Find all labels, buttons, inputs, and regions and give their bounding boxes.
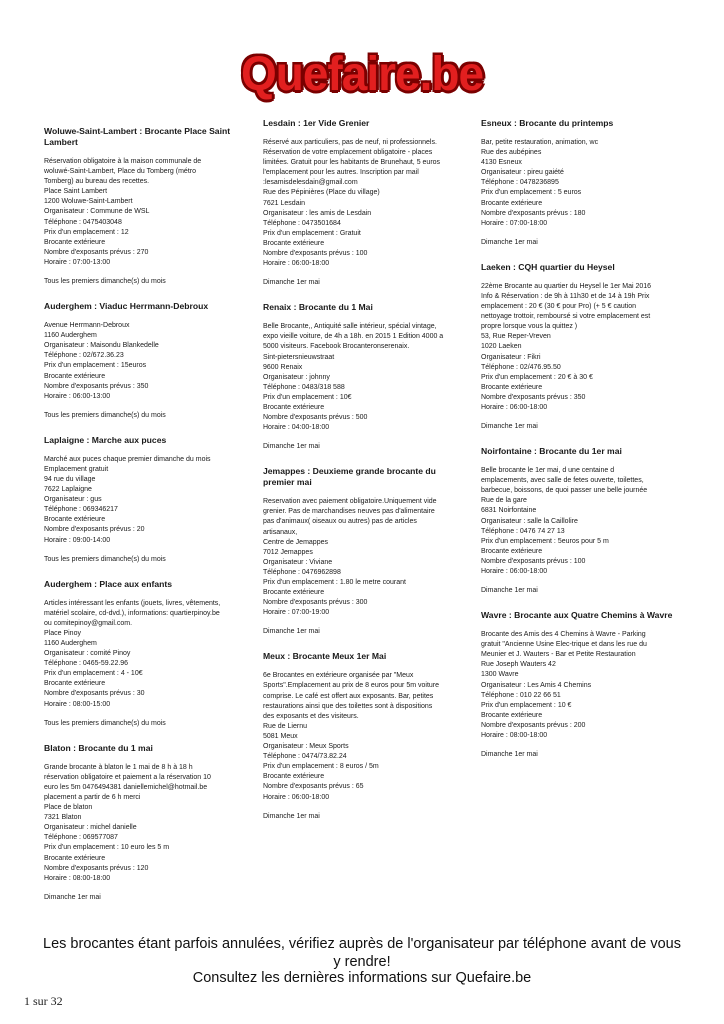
event-detail-line: Rue Joseph Wauters 42 [481, 661, 556, 669]
event-detail-line: Articles intéressant les enfants (jouets, livres, vêtements, [44, 599, 221, 607]
event-detail-line: artisanaux, [263, 528, 298, 536]
event-detail-line: Brocante des Amis des 4 Chemins à Wavre - Parking [481, 631, 646, 639]
event-detail-line: Nombre d'exposants prévus : 500 [263, 414, 368, 422]
event-detail-line: Bar, petite restauration, animation, wc [481, 139, 599, 146]
event-detail-line: Brocante extérieure [481, 547, 543, 555]
event-detail-line: Nombre d'exposants prévus : 350 [44, 382, 149, 390]
event-detail-line: gratuit "Ancienne Usine Elec-trique et dans les rue du [481, 641, 647, 649]
event-detail-line: 1300 Wavre [481, 671, 519, 679]
event-title: Woluwe-Saint-Lambert : Brocante Place Saint Lambert [44, 126, 231, 147]
event-detail-line: grenier. Pas de marchandises neuves pas d'alimentaire [263, 508, 435, 516]
event-detail-line: 5000 visiteurs. Facebook Brocanteronserenaix. [263, 343, 410, 351]
event-detail-line: Prix d'un emplacement : 10 € [481, 701, 572, 709]
event-detail-line: Nombre d'exposants prévus : 350 [481, 393, 586, 401]
event-detail-line: Sint-pietersnieuwstraat [263, 353, 335, 361]
event-date: Dimanche 1er mai [263, 628, 320, 636]
event-detail-line: Téléphone : 02/672.36.23 [44, 352, 124, 360]
event-detail-line: barbecue, boissons, de quoi passer une belle journée [481, 487, 648, 495]
event-detail-line: Horaire : 08:00-15:00 [44, 700, 111, 708]
event-detail-line: pas d'animaux( oiseaux ou autres) pas de articles [263, 518, 417, 526]
event-entry [44, 435, 242, 565]
event-details [44, 157, 242, 268]
event-detail-line: 22ème Brocante au quartier du Heysel le 1er Mai 2016 [481, 282, 652, 290]
event-detail-line: Organisateur : Maisondu Blankedelle [44, 342, 159, 350]
event-entry [44, 301, 242, 421]
event-detail-line: Rue de la gare [481, 497, 527, 505]
event-detail-line: Horaire : 07:00-18:00 [481, 219, 548, 227]
event-detail-line: placement a partir de 6 h merci [44, 793, 141, 801]
event-details [44, 599, 242, 710]
event-detail-line: Téléphone : 0465-59.22.96 [44, 660, 129, 668]
event-entry [263, 651, 461, 821]
event-detail-line: Téléphone : 0473501684 [263, 219, 341, 227]
event-detail-line: 7012 Jemappes [263, 548, 313, 556]
event-detail-line: Réservé aux particuliers, pas de neuf, ni professionnels. [263, 139, 437, 146]
event-detail-line: Avenue Herrmann-Debroux [44, 322, 130, 330]
event-details [44, 455, 242, 546]
event-detail-line: Nombre d'exposants prévus : 65 [263, 783, 364, 791]
event-detail-line: Horaire : 06:00-13:00 [44, 392, 111, 400]
event-detail-line: des exposants et des visiteurs. [263, 712, 359, 720]
event-details [481, 282, 679, 413]
event-detail-line: Prix d'un emplacement : 1.80 le metre courant [263, 579, 406, 586]
event-entry [44, 743, 242, 903]
event-detail-line: comprise. Le café est offert aux exposants. Bar, petites [263, 692, 434, 700]
event-detail-line: 53, Rue Reper-Vreven [481, 333, 551, 341]
event-detail-line: Organisateur : Les Amis 4 Chemins [481, 681, 592, 689]
event-detail-line: 6e Brocantes en extérieure organisée par "Meux [263, 672, 414, 680]
event-title: Laplaigne : Marche aux puces [44, 434, 167, 445]
event-detail-line: 1160 Auderghem [44, 332, 97, 340]
event-detail-line: Organisateur : Fikri [481, 353, 541, 361]
event-date: Dimanche 1er mai [481, 238, 538, 246]
event-detail-line: Téléphone : 0483/318 588 [263, 383, 345, 391]
event-entry [481, 446, 679, 596]
event-detail-line: Prix d'un emplacement : 5 euros [481, 189, 582, 197]
event-detail-line: Réservation de votre emplacement obligatoire - places [263, 149, 433, 157]
event-detail-line: limitées. Gratuit pour les habitants de Brunehaut, 5 euros [263, 159, 441, 167]
event-detail-line: Nombre d'exposants prévus : 100 [263, 250, 368, 258]
event-details [263, 497, 461, 618]
event-detail-line: Horaire : 06:00-18:00 [481, 568, 548, 575]
event-details [481, 138, 679, 229]
event-detail-line: 4130 Esneux [481, 159, 522, 167]
event-detail-line: Horaire : 06:00-18:00 [481, 403, 548, 411]
event-detail-line: 7622 Laplaigne [44, 486, 92, 494]
event-detail-line: expo vieille voiture, de 4h a 18h. en 2015 1 Edition 4000 a [263, 333, 444, 341]
event-detail-line: Horaire : 06:00-18:00 [263, 793, 330, 801]
event-details [44, 321, 242, 402]
event-date: Dimanche 1er mai [44, 893, 101, 901]
event-date: Tous les premiers dimanche(s) du mois [44, 555, 166, 563]
event-detail-line: Prix d'un emplacement : 8 euros / 5m [263, 763, 379, 771]
event-details [263, 322, 461, 433]
event-detail-line: Organisateur : gus [44, 496, 102, 504]
event-detail-line: euro les 5m 0476494381 daniellemichel@hotmail.be [44, 783, 208, 791]
event-detail-line: Emplacement gratuit [44, 465, 109, 473]
column-right [481, 118, 679, 774]
event-detail-line: Belle Brocante,, Antiquité salle intérieur, spécial vintage, [263, 323, 437, 331]
event-title: Noirfontaine : Brocante du 1er mai [481, 446, 622, 457]
event-detail-line: Organisateur : Meux Sports [263, 743, 349, 751]
event-title: Jemappes : Deuxieme grande brocante du premier mai [263, 466, 436, 488]
event-title: Esneux : Brocante du printemps [481, 118, 614, 128]
event-detail-line: Centre de Jemappes [263, 538, 328, 546]
footer-notice: Les brocantes étant parfois annulées, vérifiez auprès de l'organisateur par téléphone avant de vous y rendre! [43, 936, 681, 970]
event-detail-line: 9600 Renaix [263, 363, 303, 371]
event-date: Dimanche 1er mai [263, 443, 320, 451]
event-entry [481, 610, 679, 760]
event-detail-line: nettoyage trottoir, remboursé si votre emplacement est [481, 313, 651, 321]
quefaire-logo: Quefaire.be [240, 45, 484, 101]
event-detail-line: Sports".Emplacement au prix de 8 euros pour 5m voiture [263, 682, 440, 690]
event-date: Dimanche 1er mai [481, 751, 538, 759]
event-detail-line: Brocante extérieure [44, 238, 106, 246]
event-detail-line: Brocante extérieure [263, 773, 325, 781]
event-detail-line: Prix d'un emplacement : 10€ [263, 393, 352, 401]
event-detail-line: Organisateur : les amis de Lesdain [263, 209, 372, 217]
event-detail-line: Reservation avec paiement obligatoire.Uniquement vide [263, 498, 437, 506]
event-detail-line: Prix d'un emplacement : 15euros [44, 362, 147, 370]
event-detail-line: Brocante extérieure [481, 711, 543, 719]
event-date: Dimanche 1er mai [263, 812, 320, 820]
event-detail-line: Nombre d'exposants prévus : 30 [44, 690, 145, 698]
event-detail-line: Rue des Pépinières (Place du village) [263, 189, 380, 197]
event-detail-line: Horaire : 09:00-14:00 [44, 536, 111, 544]
event-detail-line: Horaire : 08:00-18:00 [481, 732, 548, 740]
event-detail-line: Nombre d'exposants prévus : 20 [44, 526, 145, 534]
event-entry [263, 302, 461, 452]
event-detail-line: Téléphone : 0476 74 27 13 [481, 527, 565, 535]
column-middle [263, 118, 461, 836]
event-detail-line: Brocante extérieure [44, 516, 106, 524]
event-entry [44, 126, 242, 287]
event-detail-line: emplacement : 20 € (30 € pour Pro) (+ 5 € caution [481, 303, 637, 311]
event-detail-line: Grande brocante à blaton le 1 mai de 8 h à 18 h [44, 763, 193, 771]
event-title: Auderghem : Place aux enfants [44, 578, 172, 589]
event-detail-line: Place de blaton [44, 804, 93, 812]
logo-area [0, 46, 724, 100]
event-entry [44, 579, 242, 729]
column-left [44, 126, 242, 917]
event-detail-line: Horaire : 08:00-18:00 [44, 874, 111, 882]
event-detail-line: Tomberg) au bureau des recettes. [44, 178, 150, 186]
event-detail-line: ou comitepinoy@gmail.com. [44, 619, 133, 627]
event-detail-line: Place Pinoy [44, 629, 81, 637]
event-detail-line: Nombre d'exposants prévus : 180 [481, 209, 586, 217]
event-details [481, 630, 679, 741]
event-details [263, 671, 461, 802]
event-detail-line: Nombre d'exposants prévus : 270 [44, 248, 149, 256]
event-detail-line: Brocante extérieure [263, 239, 325, 247]
event-detail-line: Meunier et J. Wauters - Bar et Petite Restauration [481, 651, 636, 659]
event-detail-line: Organisateur : Viviane [263, 558, 333, 566]
event-detail-line: Nombre d'exposants prévus : 200 [481, 721, 586, 729]
event-detail-line: Téléphone : 0475403048 [44, 218, 122, 226]
event-detail-line: :lesamisdelesdain@gmail.com [263, 179, 358, 187]
event-detail-line: Marché aux puces chaque premier dimanche du mois [44, 455, 211, 463]
event-title: Wavre : Brocante aux Quatre Chemins à Wavre [481, 610, 673, 621]
event-detail-line: propre lorsque vous la quittez ) [481, 323, 578, 331]
event-details [263, 138, 461, 269]
event-detail-line: Prix d'un emplacement : 10 euro les 5 m [44, 844, 170, 852]
event-detail-line: Brocante extérieure [481, 199, 543, 207]
event-detail-line: Téléphone : 010 22 66 51 [481, 691, 561, 699]
page-counter: 1 sur 32 [24, 994, 63, 1008]
event-date: Tous les premiers dimanche(s) du mois [44, 411, 166, 419]
event-title: Blaton : Brocante du 1 mai [44, 742, 153, 753]
event-detail-line: Téléphone : 0478236895 [481, 179, 559, 187]
event-detail-line: 5081 Meux [263, 732, 298, 740]
event-detail-line: Brocante extérieure [263, 403, 325, 411]
event-detail-line: l'emplacement pour les autres. Inscription par mail [263, 169, 419, 177]
event-detail-line: Belle brocante le 1er mai, d une centaine d [481, 467, 615, 475]
event-detail-line: Brocante extérieure [44, 372, 106, 380]
event-title: Meux : Brocante Meux 1er Mai [263, 651, 387, 662]
event-detail-line: Téléphone : 02/476.95.50 [481, 363, 561, 371]
event-detail-line: 94 rue du village [44, 475, 96, 483]
event-detail-line: 7621 Lesdain [263, 199, 306, 207]
event-detail-line: Prix d'un emplacement : Gratuit [263, 229, 361, 237]
event-entry [481, 118, 679, 248]
event-detail-line: Téléphone : 0474/73.82.24 [263, 753, 347, 761]
event-title: Auderghem : Viaduc Herrmann-Debroux [44, 301, 209, 312]
event-detail-line: Organisateur : michel danielle [44, 824, 137, 832]
event-entry [263, 118, 461, 288]
event-detail-line: Téléphone : 069346217 [44, 506, 118, 514]
event-detail-line: 1020 Laeken [481, 343, 522, 351]
event-detail-line: Horaire : 07:00-19:00 [263, 609, 330, 617]
event-detail-line: Brocante extérieure [481, 383, 543, 391]
event-detail-line: Prix d'un emplacement : 4 - 10€ [44, 670, 143, 678]
event-date: Dimanche 1er mai [263, 279, 320, 287]
event-detail-line: Organisateur : comité Pinoy [44, 650, 131, 658]
event-detail-line: Prix d'un emplacement : 5euros pour 5 m [481, 537, 609, 545]
event-detail-line: Horaire : 06:00-18:00 [263, 260, 330, 268]
event-detail-line: 6831 Noirfontaine [481, 507, 537, 515]
event-detail-line: Nombre d'exposants prévus : 100 [481, 557, 586, 565]
event-detail-line: woluwé-Saint-Lambert, Place du Tomberg (métro [44, 168, 196, 176]
event-date: Tous les premiers dimanche(s) du mois [44, 719, 166, 727]
event-detail-line: Nombre d'exposants prévus : 300 [263, 599, 368, 607]
event-detail-line: Info & Réservation : de 9h à 11h30 et de 14 à 19h Prix [481, 292, 650, 300]
event-details [481, 466, 679, 577]
event-entry [263, 466, 461, 637]
event-detail-line: Prix d'un emplacement : 12 [44, 228, 129, 236]
event-detail-line: Organisateur : Commune de WSL [44, 208, 150, 216]
event-detail-line: 7321 Blaton [44, 814, 82, 822]
event-detail-line: Prix d'un emplacement : 20 € à 30 € [481, 373, 593, 381]
event-detail-line: Téléphone : 069577087 [44, 834, 118, 842]
event-detail-line: emplacements, avec salle de fetes ouverte, toilettes, [481, 477, 644, 485]
event-detail-line: Rue des aubépines [481, 149, 542, 157]
event-detail-line: Place Saint Lambert [44, 188, 108, 196]
event-date: Dimanche 1er mai [481, 423, 538, 431]
event-detail-line: Rue de Liernu [263, 722, 307, 730]
event-detail-line: Brocante extérieure [44, 854, 106, 862]
event-detail-line: Horaire : 04:00-18:00 [263, 424, 330, 432]
event-detail-line: 1200 Woluwe-Saint-Lambert [44, 198, 133, 206]
event-detail-line: Organisateur : johnny [263, 373, 330, 381]
event-date: Dimanche 1er mai [481, 587, 538, 595]
event-detail-line: Brocante extérieure [44, 680, 106, 688]
event-detail-line: restaurations ainsi que des toilettes sont à dispositions [263, 702, 433, 710]
event-details [44, 763, 242, 884]
event-entry [481, 262, 679, 432]
event-detail-line: Horaire : 07:00-13:00 [44, 258, 111, 266]
event-detail-line: 1160 Auderghem [44, 640, 97, 647]
event-detail-line: réservation obligatoire et paiement a la réservation 10 [44, 773, 211, 781]
event-detail-line: Téléphone : 0476962898 [263, 568, 341, 576]
event-detail-line: matériel scolaire, cd-dvd.), informations: quartierpinoy.be [44, 609, 220, 617]
event-title: Laeken : CQH quartier du Heysel [481, 261, 615, 272]
event-detail-line: Brocante extérieure [263, 589, 325, 597]
footer-link[interactable]: Consultez les dernières informations sur Quefaire.be [192, 970, 532, 986]
event-detail-line: Réservation obligatoire à la maison communale de [44, 158, 202, 165]
event-title: Renaix : Brocante du 1 Mai [263, 302, 373, 313]
event-detail-line: Nombre d'exposants prévus : 120 [44, 864, 149, 872]
event-title: Lesdain : 1er Vide Grenier [263, 118, 370, 128]
event-detail-line: Organisateur : pireu gaiété [481, 169, 564, 177]
event-detail-line: Organisateur : salle la Caillolire [481, 517, 578, 525]
event-date: Tous les premiers dimanche(s) du mois [44, 278, 166, 286]
